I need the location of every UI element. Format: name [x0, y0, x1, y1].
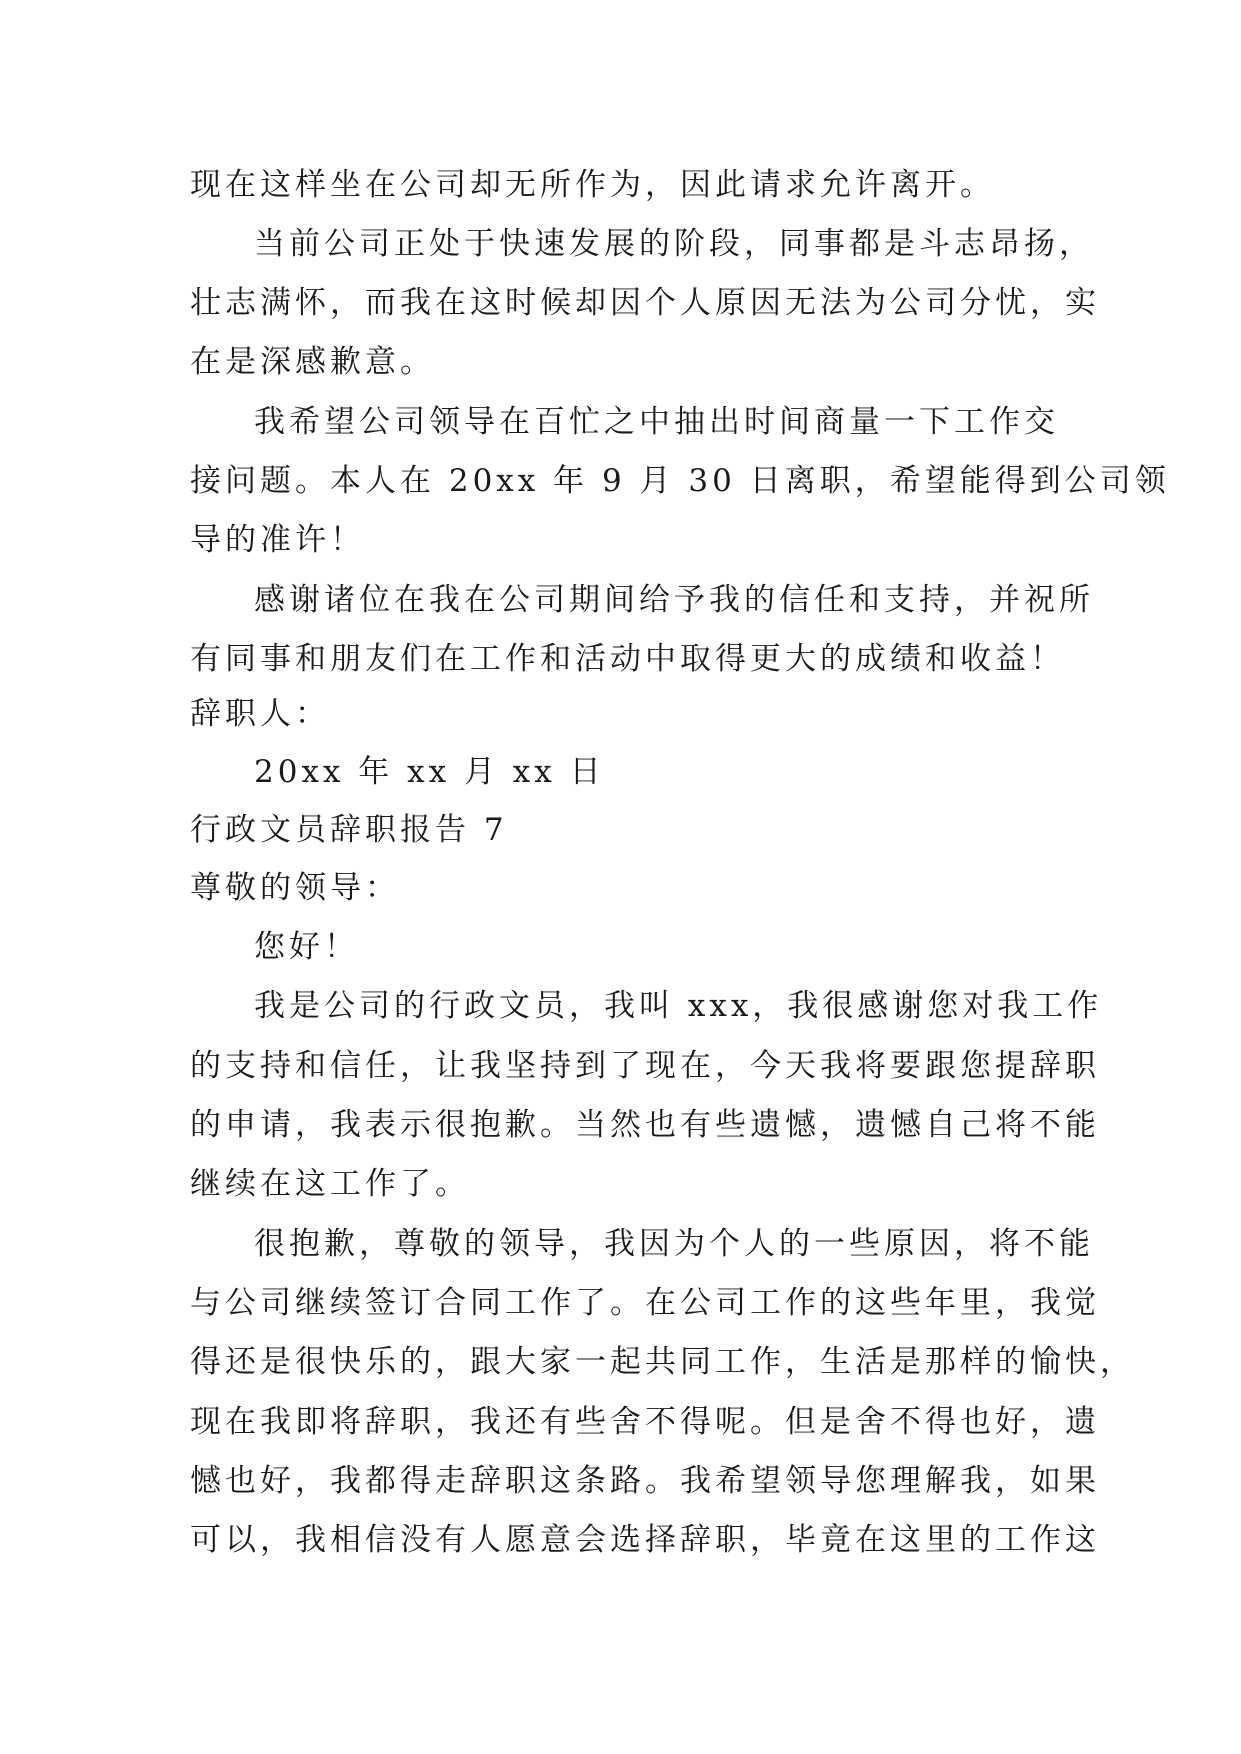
text-line: 当前公司正处于快速发展的阶段，同事都是斗志昂扬，	[254, 226, 1094, 262]
text-line: 很抱歉，尊敬的领导，我因为个人的一些原因，将不能	[254, 1226, 1094, 1262]
text-line: 在是深感歉意。	[190, 344, 435, 380]
text-line: 现在我即将辞职，我还有些舍不得呢。但是舍不得也好，遗	[190, 1404, 1100, 1440]
salutation: 尊敬的领导：	[190, 870, 400, 906]
greeting: 您好！	[254, 929, 359, 965]
text-line: 现在这样坐在公司却无所作为，因此请求允许离开。	[190, 167, 995, 203]
text-line: 得还是很快乐的，跟大家一起共同工作，生活是那样的愉快，	[190, 1344, 1135, 1380]
text-line: 感谢诸位在我在公司期间给予我的信任和支持，并祝所	[254, 582, 1094, 618]
text-line: 的支持和信任，让我坚持到了现在，今天我将要跟您提辞职	[190, 1048, 1100, 1084]
text-line: 有同事和朋友们在工作和活动中取得更大的成绩和收益！	[190, 641, 1065, 677]
text-line: 与公司继续签订合同工作了。在公司工作的这些年里，我觉	[190, 1285, 1100, 1321]
signatory-label: 辞职人：	[190, 696, 330, 732]
text-line: 我是公司的行政文员，我叫 xxx，我很感谢您对我工作	[254, 988, 1103, 1024]
text-line: 可以，我相信没有人愿意会选择辞职，毕竟在这里的工作这	[190, 1522, 1100, 1558]
text-line: 的申请，我表示很抱歉。当然也有些遗憾，遗憾自己将不能	[190, 1107, 1100, 1143]
text-line: 接问题。本人在 20xx 年 9 月 30 日离职，希望能得到公司领	[190, 463, 1170, 499]
text-line: 继续在这工作了。	[190, 1166, 470, 1202]
text-line: 憾也好，我都得走辞职这条路。我希望领导您理解我，如果	[190, 1463, 1100, 1499]
section-heading: 行政文员辞职报告 7	[190, 812, 508, 848]
text-line: 壮志满怀，而我在这时候却因个人原因无法为公司分忧，实	[190, 285, 1100, 321]
text-line: 我希望公司领导在百忙之中抽出时间商量一下工作交	[254, 404, 1059, 440]
date-line: 20xx 年 xx 月 xx 日	[254, 754, 605, 790]
text-line: 导的准许！	[190, 522, 365, 558]
